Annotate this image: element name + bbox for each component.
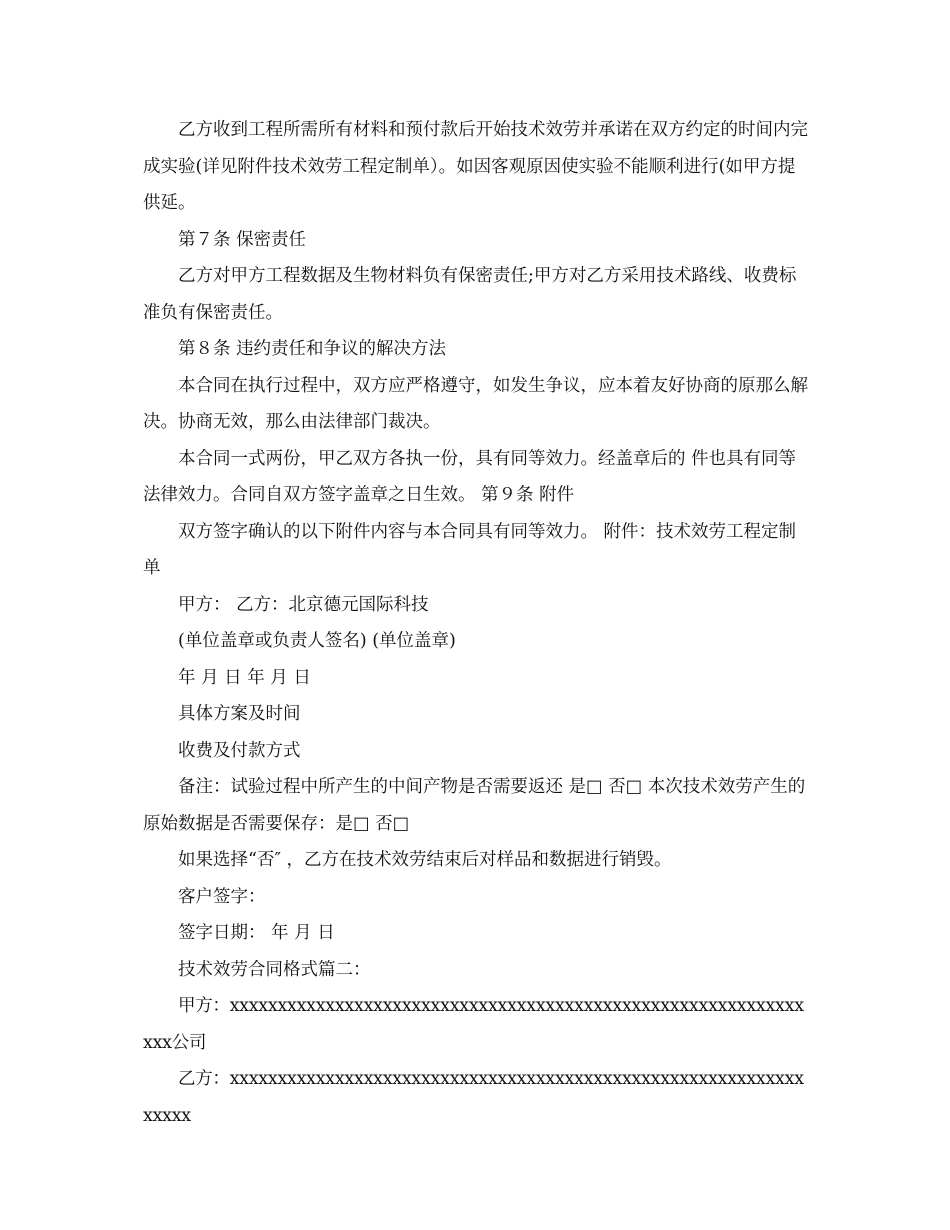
party-signature-line: 甲方： 乙方：北京德元国际科技 [178, 594, 429, 615]
party-b-line: 乙方：xxxxxxxxxxxxxxxxxxxxxxxxxxxxxxxxxxxxxxxxxxxxxxxxxxxxxxxxxxxxxxxxx [143, 1069, 804, 1126]
section-title-part-two: 技术效劳合同格式篇二： [178, 959, 371, 980]
plan-and-time-line: 具体方案及时间 [178, 704, 301, 724]
paragraph-dispute-resolution: 本合同在执行过程中，双方应严格遵守，如发生争议，应本着友好协商的原那么解决。协商无效，那么由法律部门裁决。 [143, 375, 808, 432]
paragraph-confidentiality: 乙方对甲方工程数据及生物材料负有保密责任;甲方对乙方采用技术路线、收费标准负有保密责任。 [143, 266, 797, 323]
paragraph-copies-effect: 本合同一式两份，甲乙双方各执一份，具有同等效力。经盖章后的 件也具有同等法律效力。合同自双方签字盖章之日生效。 第９条 附件 [143, 448, 797, 505]
fee-payment-line: 收费及付款方式 [178, 740, 301, 761]
party-a-line: 甲方：xxxxxxxxxxxxxxxxxxxxxxxxxxxxxxxxxxxxxxxxxxxxxxxxxxxxxxxxxxxxxxx公司 [143, 996, 804, 1053]
destruction-note: 如果选择“否″ ，乙方在技术效劳结束后对样品和数据进行销毁。 [178, 850, 672, 870]
paragraph-service-start: 乙方收到工程所需所有材料和预付款后开始技术效劳并承诺在双方约定的时间内完成实验(详见附件技术效劳工程定制单）。如因客观原因使实验不能顺利进行(如甲方提供延。 [143, 120, 808, 213]
document-body [143, 112, 808, 1134]
signature-date-line: 签字日期： 年 月 日 [178, 923, 335, 943]
seal-line: (单位盖章或负责人签名) (单位盖章) [178, 631, 456, 651]
date-line: 年 月 日 年 月 日 [178, 667, 311, 688]
heading-article-7: 第７条 保密责任 [178, 229, 307, 250]
heading-article-8: 第８条 违约责任和争议的解决方法 [178, 339, 447, 359]
remarks-paragraph: 备注：试验过程中所产生的中间产物是否需要返还 是□ 否□ 本次技术效劳产生的原始数据是否需要保存：是□ 否□ [143, 777, 806, 834]
customer-signature-line: 客户签字： [178, 886, 266, 907]
paragraph-attachment: 双方签字确认的以下附件内容与本合同具有同等效力。 附件：技术效劳工程定制单 [143, 521, 797, 578]
